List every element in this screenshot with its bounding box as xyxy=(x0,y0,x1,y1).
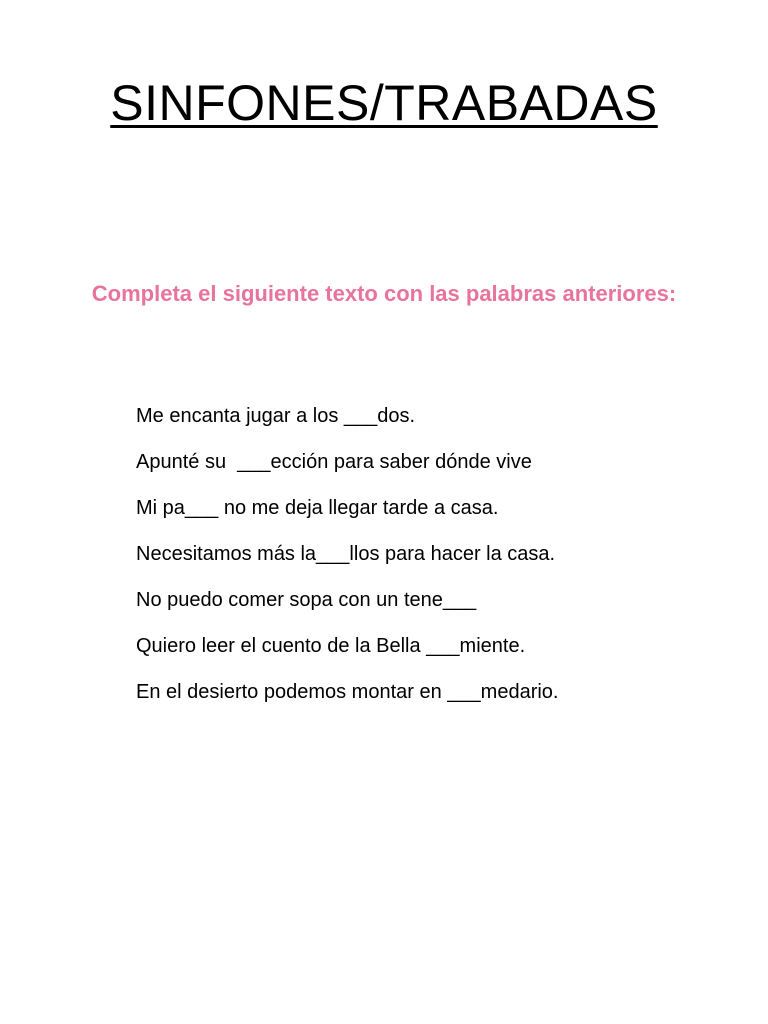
sentence-item: No puedo comer sopa con un tene___ xyxy=(136,589,477,611)
sentence-item: Necesitamos más la___llos para hacer la casa. xyxy=(136,543,556,565)
instruction-text: Completa el siguiente texto con las palabras anteriores: xyxy=(91,281,677,306)
sentence-item: Mi pa___ no me deja llegar tarde a casa. xyxy=(136,497,499,519)
sentence-item: Me encanta jugar a los ___dos. xyxy=(136,405,416,427)
sentence-item: Apunté su ___ección para saber dónde vive xyxy=(136,451,532,473)
sentence-item: Quiero leer el cuento de la Bella ___miente. xyxy=(136,635,526,657)
sentence-list xyxy=(136,398,736,720)
sentence-item: En el desierto podemos montar en ___medario. xyxy=(136,681,559,703)
page-title: SINFONES/TRABADAS xyxy=(110,75,658,131)
